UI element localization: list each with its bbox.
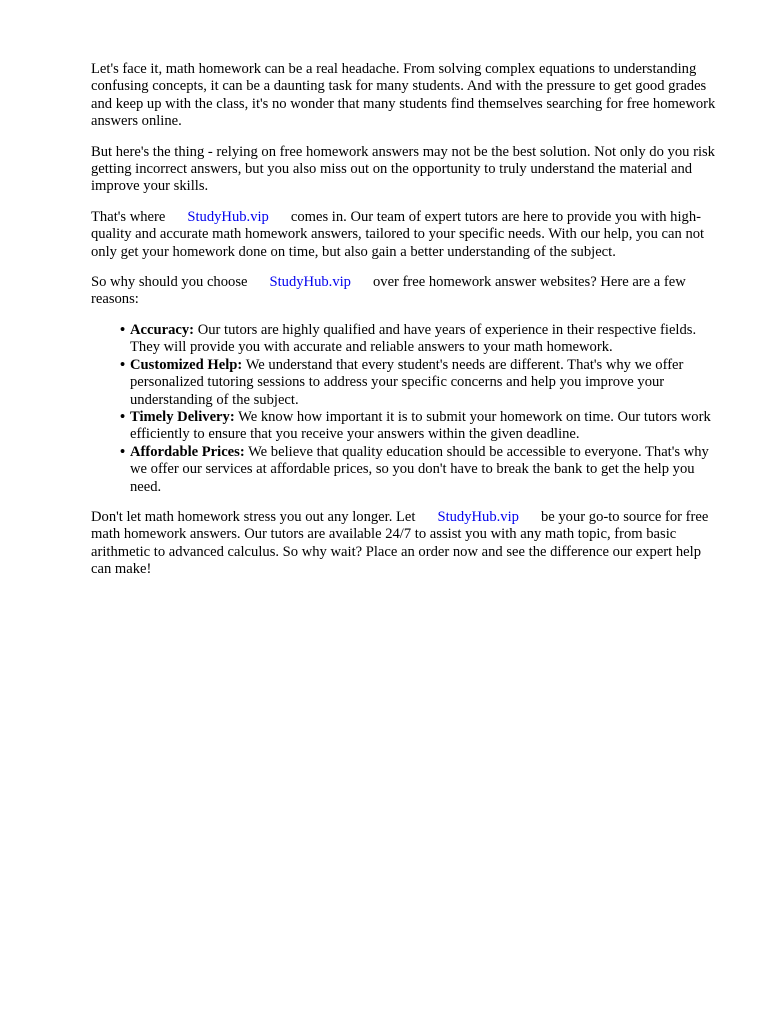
- list-item-accuracy: [120, 322, 716, 357]
- list-item-affordable-prices: [120, 444, 716, 496]
- reason-text: We understand that every student's needs are different. That's why we offer personalized tutoring sessions to address your specific concerns and help you improve your understanding of the subject.: [130, 356, 684, 408]
- paragraph-text: comes in. Our team of expert tutors are here to provide you with high-quality and accurate math homework answers, tailored to your specific needs. With our help, you can not only get your homework done on time, but also gain a better understanding of the subject.: [91, 208, 705, 260]
- reason-text: We believe that quality education should be accessible to everyone. That's why we offer our services at affordable prices, so you don't have to break the bank to get the help you need.: [130, 443, 709, 495]
- paragraph-text: over free homework answer websites? Here are a few reasons:: [91, 274, 686, 308]
- reason-term: Customized Help:: [130, 356, 243, 373]
- list-item-timely-delivery: [120, 409, 716, 444]
- reason-text: Our tutors are highly qualified and have years of experience in their respective fields. They will provide you with accurate and reliable answers to your math homework.: [130, 321, 697, 356]
- bullet-icon: •: [120, 408, 126, 425]
- bullet-icon: •: [120, 356, 126, 373]
- reasons-list: [91, 322, 716, 496]
- reason-text: We know how important it is to submit your homework on time. Our tutors work efficiently to ensure that you receive your answers within the given deadline.: [130, 408, 711, 443]
- paragraph-text: That's where: [91, 208, 166, 225]
- paragraph-text: So why should you choose: [91, 274, 248, 291]
- studyhub-link[interactable]: StudyHub.vip: [437, 508, 519, 525]
- bullet-icon: •: [120, 443, 126, 460]
- reason-term: Accuracy:: [130, 321, 195, 338]
- list-item-customized-help: [120, 357, 716, 409]
- paragraph-text: be your go-to source for free math homework answers. Our tutors are available 24/7 to assist you with any math topic, from basic arithmetic to advanced calculus. So why wait? Place an order now and see the difference our expert help can make!: [91, 508, 709, 578]
- bullet-icon: •: [120, 321, 126, 338]
- studyhub-link[interactable]: StudyHub.vip: [269, 274, 351, 291]
- intro-paragraph-2: But here's the thing - relying on free homework answers may not be the best solution. Not only do you risk getting incorrect answers, but you also miss out on the opportunity to truly understand the material and improve your skills.: [91, 143, 715, 195]
- paragraph-text: Don't let math homework stress you out any longer. Let: [91, 508, 416, 525]
- closing-paragraph: [91, 509, 716, 579]
- studyhub-intro-paragraph: [91, 209, 716, 261]
- document-body: [91, 61, 716, 592]
- intro-paragraph-1: Let's face it, math homework can be a real headache. From solving complex equations to understanding confusing concepts, it can be a daunting task for many students. And with the pressure to get good grades and keep up with the class, it's no wonder that many students find themselves searching for free homework answers online.: [91, 61, 716, 130]
- studyhub-link[interactable]: StudyHub.vip: [187, 208, 269, 225]
- reasons-intro-paragraph: [91, 274, 716, 309]
- reason-term: Affordable Prices:: [130, 443, 245, 460]
- reason-term: Timely Delivery:: [130, 408, 235, 425]
